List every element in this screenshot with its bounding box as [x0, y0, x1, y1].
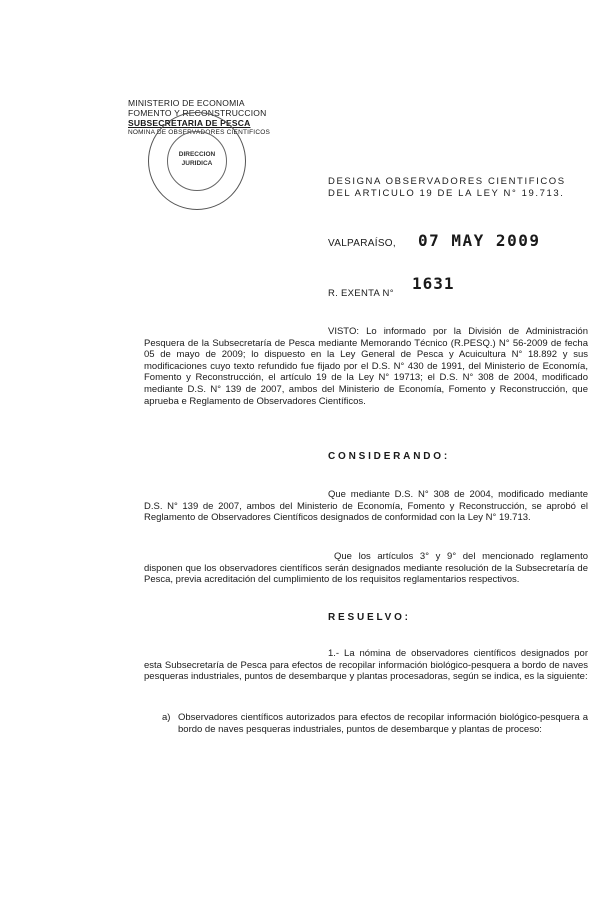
seal-text-juridica: JURIDICA: [181, 160, 213, 167]
header-line-ministry: MINISTERIO DE ECONOMIA: [128, 98, 245, 108]
place-label: VALPARAÍSO,: [328, 238, 396, 249]
resolution-label: R. EXENTA N°: [328, 288, 394, 299]
visto-lead: VISTO:: [328, 326, 359, 337]
visto-text: Lo informado por la División de Administración Pesquera de la Subsecretaría de Pesca mediante Memorando Técnico (R.PESQ.) N° 56-2009 de fecha 05 de mayo de 2009; lo dispuesto en la Ley General de Pesca y Acuicultura N° 18.892 y sus modificaciones cuyo texto refundido fue fijado por el D.S. N° 430 de 1991, del Ministerio de Economía, Fomento y Reconstrucción, el artículo 19 de la Ley N° 19713; el D.S. N° 308 de 2004, modificado mediante D.S. N° 139 de 2007, ambos del Ministerio de Economía, Fomento y Reconstrucción, que aprueba e Reglamento de Observadores Científicos.: [144, 326, 588, 407]
resuelvo-item-a-label: a): [162, 712, 171, 723]
considerando-paragraph-2: Que los artículos 3° y 9° del mencionado reglamento disponen que los observadores científicos serán designados mediante resolución de la Subsecretaría de Pesca, previa acreditación del cumplimiento de los requisitos reglamentarios respectivos.: [144, 551, 588, 586]
title-line-2: DEL ARTICULO 19 DE LA LEY N° 19.713.: [328, 188, 565, 199]
resuelvo-item-1-number: 1.-: [328, 648, 340, 659]
header-line-nomina: NOMINA DE OBSERVADORES CIENTIFICOS: [128, 129, 270, 136]
seal-text-direccion: DIRECCION: [178, 151, 216, 158]
considerando-heading: CONSIDERANDO:: [328, 451, 450, 462]
visto-paragraph: [144, 326, 588, 407]
header-line-fomento: FOMENTO Y RECONSTRUCCION: [128, 108, 267, 118]
document-title: [328, 176, 566, 200]
date-stamp: 07 MAY 2009: [418, 231, 541, 250]
resuelvo-heading: RESUELVO:: [328, 612, 411, 623]
resuelvo-item-1-text: La nómina de observadores científicos designados por esta Subsecretaría de Pesca para efectos de recopilar información biológico-pesquera a bordo de naves pesqueras industriales, puntos de desembarque y plantas procesadoras, según se indica, es la siguiente:: [144, 648, 588, 683]
resuelvo-item-a-text: Observadores científicos autorizados para efectos de recopilar información biológico-pesquera a bordo de naves pesqueras industriales, puntos de desembarque y plantas de proceso:: [178, 712, 588, 735]
resolution-number-stamp: 1631: [412, 274, 455, 293]
official-seal: [148, 112, 246, 210]
considerando-paragraph-1: Que mediante D.S. N° 308 de 2004, modificado mediante D.S. N° 139 de 2007, ambos del Ministerio de Economía, Fomento y Reconstrucción, se aprobó el Reglamento de Observadores Científicos designados de conformidad con la Ley N° 19.713.: [144, 489, 588, 524]
header-line-subsecretaria: SUBSECRETARIA DE PESCA: [128, 118, 251, 128]
resuelvo-item-1: [144, 648, 588, 683]
title-line-1: DESIGNA OBSERVADORES CIENTIFICOS: [328, 176, 566, 187]
